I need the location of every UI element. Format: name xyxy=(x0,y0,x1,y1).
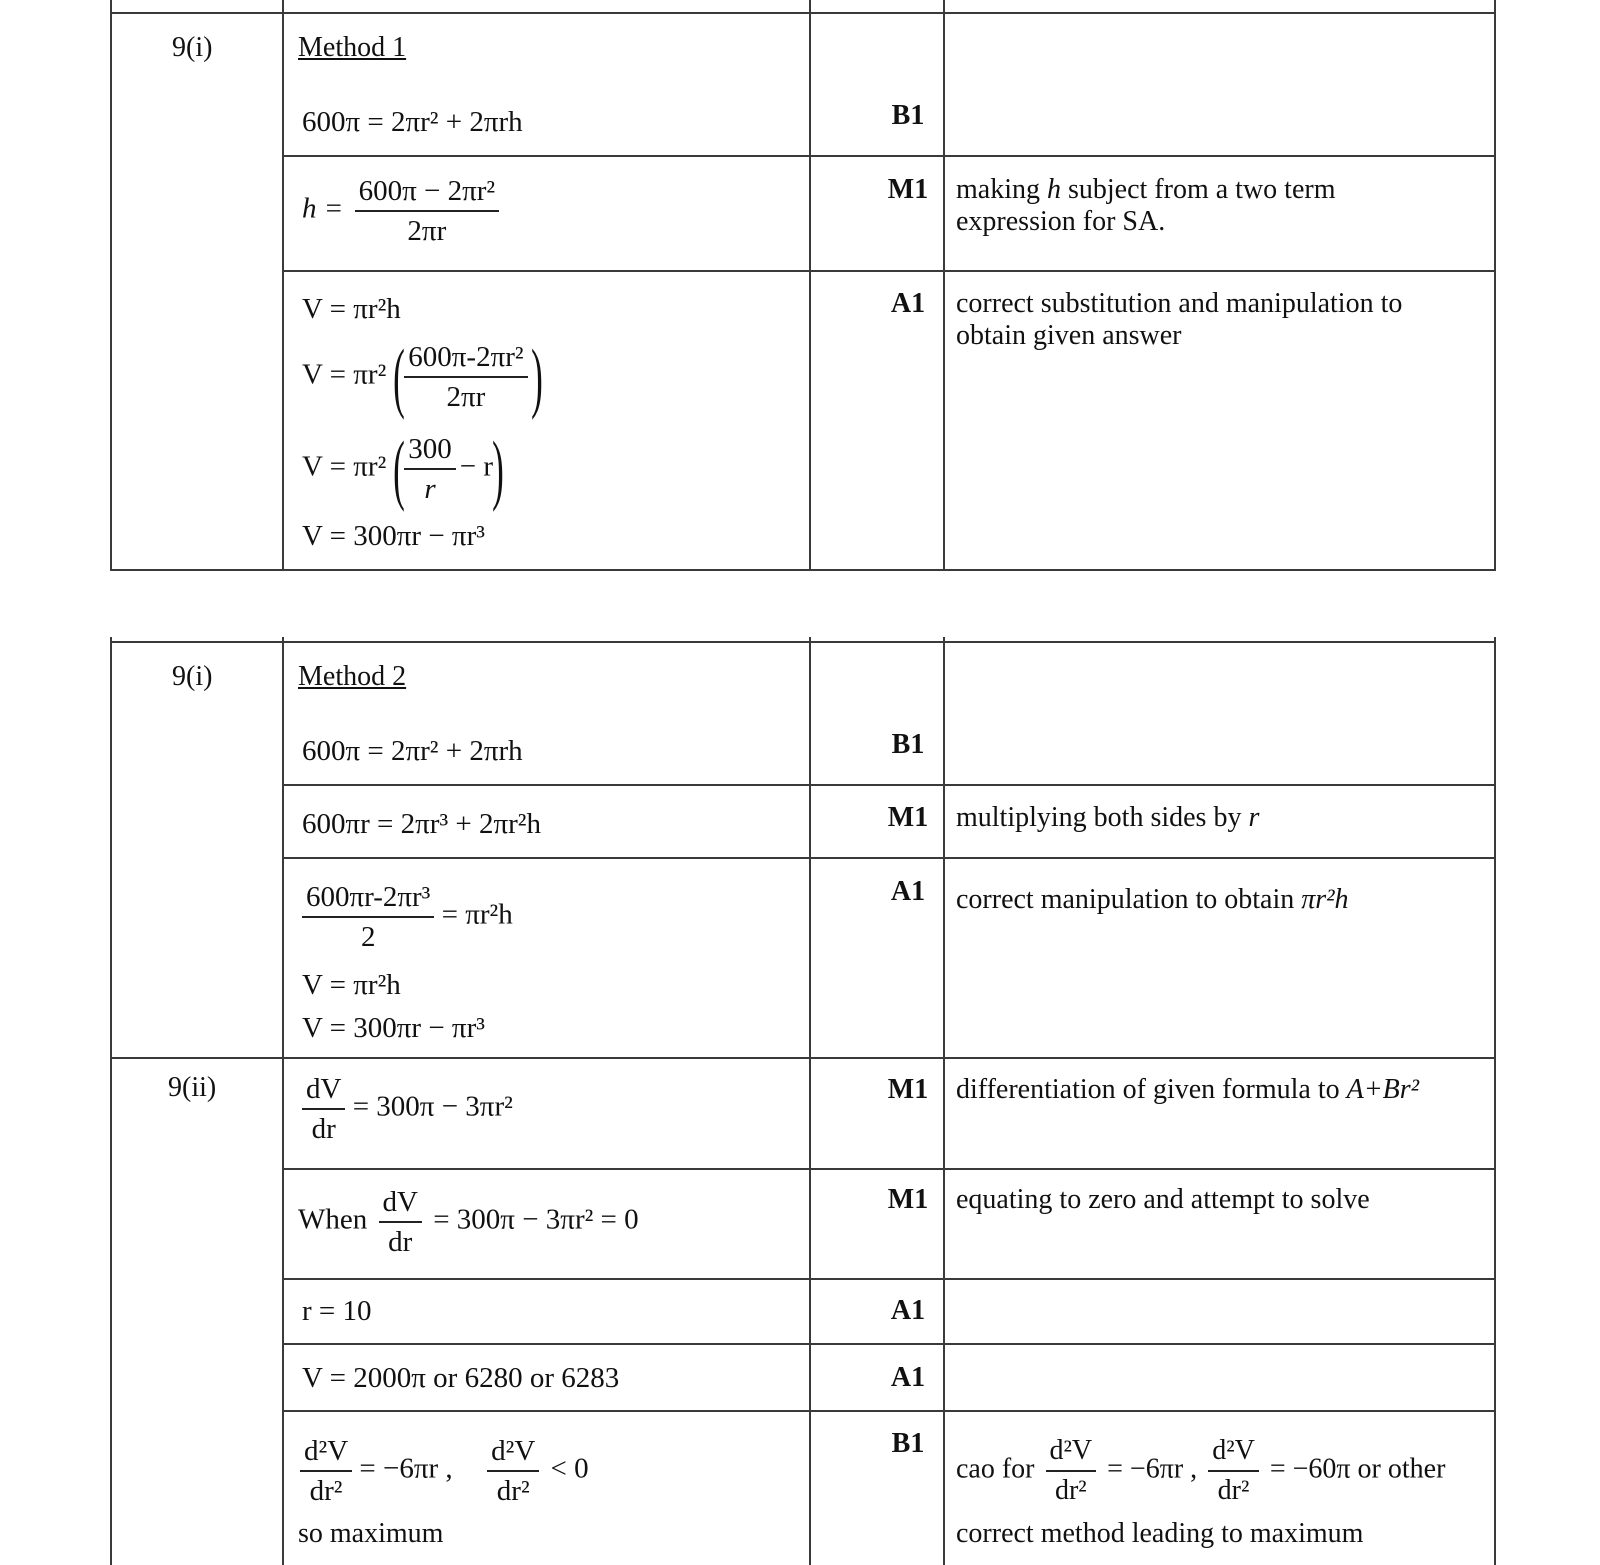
denominator: r xyxy=(424,473,436,505)
table-2-border xyxy=(282,857,1496,859)
equation-rhs: = πr²h xyxy=(441,898,513,931)
fraction xyxy=(404,338,527,416)
denominator: dr² xyxy=(309,1475,343,1507)
note-text: multiplying both sides by xyxy=(956,802,1249,833)
mark-code: B1 xyxy=(891,729,925,760)
method-heading: Method 1 xyxy=(298,32,407,63)
fraction xyxy=(404,430,456,508)
note-text: = −6πr , xyxy=(1107,1453,1198,1485)
equation: V = 300πr − πr³ xyxy=(302,1012,485,1044)
equation-rhs: = 300π − 3πr² xyxy=(352,1090,513,1123)
equation-lhs: h = xyxy=(302,192,344,225)
equation xyxy=(302,333,550,420)
table-2-border xyxy=(282,1278,1496,1280)
equation: V = 2000π or 6280 or 6283 xyxy=(302,1362,620,1394)
fraction xyxy=(379,1183,422,1261)
table-2-border xyxy=(282,1168,1496,1170)
mark-code: M1 xyxy=(887,1074,929,1105)
note-text: = −60π or other xyxy=(1269,1453,1446,1485)
denominator: dr² xyxy=(1054,1475,1087,1506)
question-number: 9(i) xyxy=(172,32,213,63)
numerator: d²V xyxy=(300,1432,352,1472)
table-1-border xyxy=(110,12,1496,14)
equation-rhs: = 300π − 3πr² = 0 xyxy=(433,1203,639,1236)
equation: 600π = 2πr² + 2πrh xyxy=(302,106,523,138)
numerator: 300 xyxy=(404,430,456,470)
guidance-note: equating to zero and attempt to solve xyxy=(956,1184,1370,1215)
equation xyxy=(302,425,511,512)
guidance-note xyxy=(956,1432,1445,1510)
table-1-border xyxy=(1494,0,1496,571)
equation-lhs: V = πr² xyxy=(302,358,387,391)
table-2-border xyxy=(282,1410,1496,1412)
table-1-border xyxy=(110,569,1496,571)
mark-code: M1 xyxy=(887,802,929,833)
table-2-border xyxy=(1494,637,1496,1565)
numerator: d²V xyxy=(487,1432,539,1472)
guidance-note xyxy=(956,802,1456,834)
question-number: 9(ii) xyxy=(168,1072,217,1103)
mark-code: A1 xyxy=(890,1362,926,1393)
equation: V = πr²h xyxy=(302,293,401,325)
left-paren: ( xyxy=(393,333,406,420)
mark-code: M1 xyxy=(887,1184,929,1215)
denominator: 2 xyxy=(360,921,376,953)
table-1-border xyxy=(110,0,112,571)
denominator: dr² xyxy=(496,1475,530,1507)
method-heading: Method 2 xyxy=(298,661,407,692)
table-2-border xyxy=(110,637,112,1565)
table-1-border xyxy=(943,0,945,571)
equation-rhs: < 0 xyxy=(550,1452,589,1485)
guidance-note xyxy=(956,1074,1456,1106)
table-1-border xyxy=(282,270,1496,272)
equation: V = πr²h xyxy=(302,969,401,1001)
note-variable: r xyxy=(1248,802,1260,833)
numerator: d²V xyxy=(1208,1432,1259,1472)
table-2-border xyxy=(282,1343,1496,1345)
equation: V = 300πr − πr³ xyxy=(302,520,485,552)
fraction xyxy=(355,172,500,250)
note-text: correct manipulation to obtain xyxy=(956,884,1302,915)
question-number: 9(i) xyxy=(172,661,213,692)
numerator: 600πr-2πr³ xyxy=(302,878,434,918)
note-text: differentiation of given formula to xyxy=(956,1074,1347,1105)
guidance-note: correct method leading to maximum xyxy=(956,1518,1364,1549)
equation-lhs: V = πr² xyxy=(302,450,387,483)
equation xyxy=(302,878,513,956)
equation: 600πr = 2πr³ + 2πr²h xyxy=(302,808,541,840)
denominator: 2πr xyxy=(407,215,447,247)
table-1-border xyxy=(282,155,1496,157)
equation xyxy=(302,1070,513,1148)
note-variable: h xyxy=(1047,174,1061,205)
conclusion-text: so maximum xyxy=(298,1518,444,1549)
denominator: dr xyxy=(388,1226,413,1258)
table-1-border xyxy=(809,0,811,571)
note-expression: A+Br² xyxy=(1346,1074,1419,1105)
mark-code: A1 xyxy=(890,876,926,907)
fraction xyxy=(302,1070,345,1148)
table-2-border xyxy=(282,637,284,1565)
numerator: 600π − 2πr² xyxy=(355,172,500,212)
denominator: 2πr xyxy=(446,381,486,413)
numerator: dV xyxy=(302,1070,345,1110)
fraction xyxy=(302,878,434,956)
note-text: subject from a two term expression for SA. xyxy=(956,174,1336,237)
note-text: cao for xyxy=(956,1453,1035,1485)
equation-rhs: = −6πr , xyxy=(359,1452,453,1485)
fraction xyxy=(487,1432,539,1510)
guidance-note xyxy=(956,884,1456,916)
table-2-border xyxy=(282,784,1496,786)
guidance-note: correct substitution and manipulation to obtain given answer xyxy=(956,288,1403,351)
fraction xyxy=(300,1432,352,1510)
note-text: making xyxy=(956,174,1047,205)
numerator: dV xyxy=(379,1183,422,1223)
right-paren: ) xyxy=(530,333,543,420)
guidance-note xyxy=(956,174,1456,238)
mark-code: A1 xyxy=(890,288,926,319)
equation xyxy=(298,1183,639,1261)
fraction xyxy=(1208,1432,1259,1510)
note-expression: πr²h xyxy=(1301,884,1349,915)
equation: r = 10 xyxy=(302,1295,372,1327)
table-2-border xyxy=(809,637,811,1565)
table-1-border xyxy=(282,0,284,571)
equation-prefix: When xyxy=(298,1203,368,1236)
table-2-border xyxy=(110,641,1496,643)
fraction xyxy=(1046,1432,1097,1510)
mark-code: B1 xyxy=(891,100,925,131)
equation xyxy=(302,172,503,250)
equation xyxy=(300,1432,589,1510)
denominator: dr xyxy=(311,1113,336,1145)
mark-code: M1 xyxy=(887,174,929,205)
equation-tail: − r xyxy=(459,450,494,483)
right-paren: ) xyxy=(492,425,504,512)
table-2-border xyxy=(110,1057,1496,1059)
left-paren: ( xyxy=(393,425,406,512)
mark-code: A1 xyxy=(890,1295,926,1326)
numerator: 600π-2πr² xyxy=(404,338,527,378)
denominator: dr² xyxy=(1217,1475,1250,1506)
numerator: d²V xyxy=(1046,1432,1097,1472)
equation: 600π = 2πr² + 2πrh xyxy=(302,735,523,767)
mark-code: B1 xyxy=(891,1428,925,1459)
